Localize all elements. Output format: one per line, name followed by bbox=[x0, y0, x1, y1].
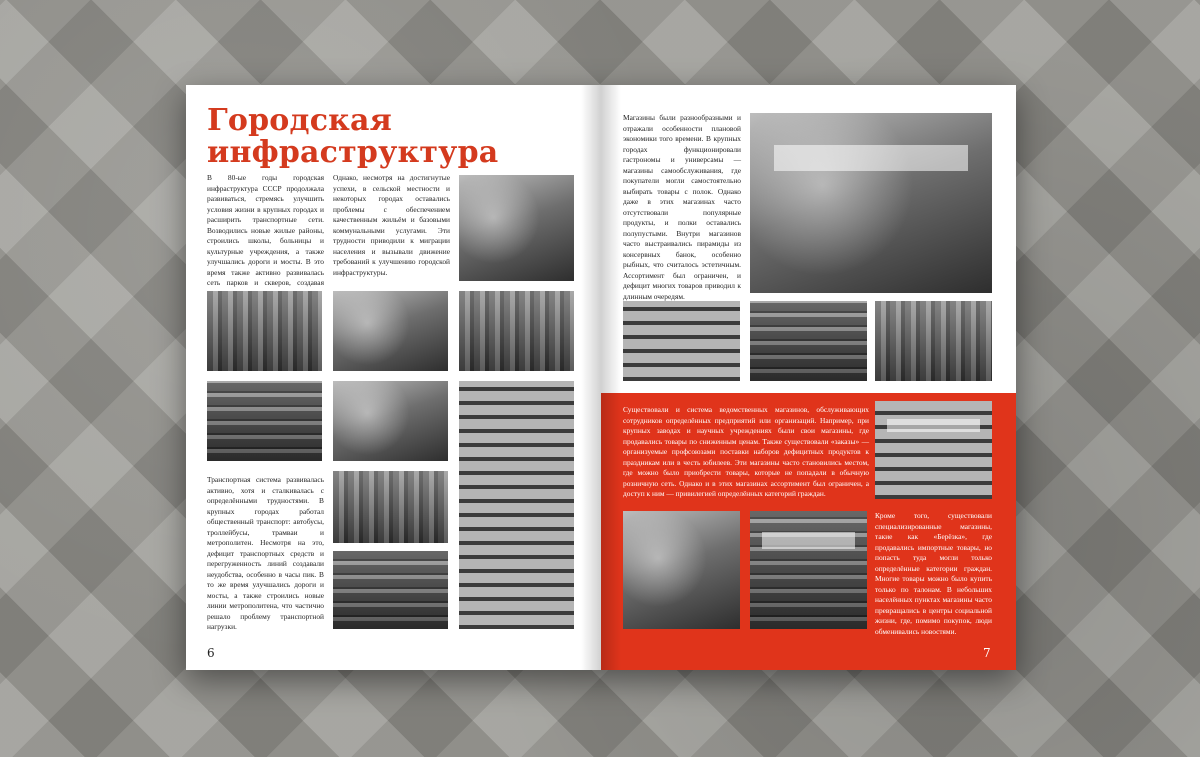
photo-children-playing bbox=[459, 291, 574, 371]
photo-buses bbox=[333, 471, 448, 543]
photo-stairs bbox=[207, 381, 322, 461]
photo-store-interior bbox=[750, 301, 867, 381]
photo-apartment-block bbox=[459, 381, 574, 629]
shops-text: Магазины были разнообразными и отражали особенности плановой экономики того времени. В крупных городах функционировали гастрономы и универсамы — магазины самообслуживания, где покупатели могли самостоятельно выбирать товары с полок. Однако даже в этих магазинах часто отсутствовали популярные продукты, и полки оставались полупустыми. Внутри магазинов часто выстраивались пирамиды из консервных банок, особенно рыбных, что считалось эстетичным. Ассортимент был ограничен, и дефицит многих товаров приводил к длинным очередям. bbox=[623, 113, 741, 301]
page-number-left: 6 bbox=[207, 646, 215, 660]
ration-shops-text: Существовали и система ведомственных магазинов, обслуживающих сотрудников определённых предприятий или организаций. Например, при крупных заводах и научных учреждениях были свои магазины, где продавались товары по сниженным ценам. Также существовали «заказы» — организуемые профсоюзами поставки наборов дефицитных продуктов к праздникам или в честь юбилеев. Эти магазины часто становились местом, где можно было приобрести товары, которые не попадали в обычную розничную сеть. Однако и в этих магазинах ассортимент был ограничен, а доступ к ним — привилегией определённых категорий граждан. bbox=[623, 405, 869, 498]
photo-beryozka-store bbox=[750, 511, 867, 629]
photo-canned-goods-store bbox=[875, 401, 992, 499]
photo-saleswoman bbox=[623, 511, 740, 629]
red-feature-block bbox=[601, 393, 1016, 670]
page-title: Городская инфраструктура bbox=[207, 103, 499, 170]
photo-people-window bbox=[459, 175, 574, 281]
page-number-right: 7 bbox=[983, 646, 991, 660]
magazine-spread bbox=[186, 85, 1016, 670]
photo-store-counter bbox=[623, 301, 740, 381]
photo-street-vendor bbox=[333, 381, 448, 461]
intro-text-col1: В 80-ые годы городская инфраструктура СССР продолжала развиваться, стремясь улучшить условия жизни в крупных городах и расширить транспортные сети. Возводились новые жилые районы, строились школы, больницы и культурные учреждения, а также улучшались дороги и мосты. В это время также активно развивалась сеть парков и скверов, создавая bbox=[207, 173, 324, 287]
photo-universam-store bbox=[750, 113, 992, 293]
beryozka-text: Кроме того, существовали специализированные магазины, такие как «Берёзка», где продавались импортные товары, но попасть туда могли только определённые категории граждан. Многие товары можно было купить только по талонам. В небольших населённых пунктах магазины часто превращались в центры социальной жизни, где, помимо покупок, люди обменивались новостями. bbox=[875, 511, 992, 636]
photo-people-bench bbox=[333, 291, 448, 371]
photo-playground-swings bbox=[207, 291, 322, 371]
transport-text: Транспортная система развивалась активно, хотя и сталкивалась с определёнными трудностями. В крупных городах работал общественный транспорт: автобусы, троллейбусы, трамваи и метрополитен. Несмотря на это, дефицит транспортных средств и перегруженность линий создавали неудобства, особенно в часы пик. В то же время улучшались дороги и мосты, а также строились новые линии метрополитена, что частично решало проблему транспортной нагрузки. bbox=[207, 475, 324, 631]
intro-text-col2: Однако, несмотря на достигнутые успехи, в сельской местности и некоторых городах оставались проблемы с обеспечением качественным жильём и базовыми коммунальными услугами. Эти трудности приводили к миграции населения и вызывали движение требований к улучшению городской инфраструктуры. bbox=[333, 173, 450, 277]
photo-store-display bbox=[875, 301, 992, 381]
left-page bbox=[186, 85, 601, 670]
photo-queue-street bbox=[333, 551, 448, 629]
